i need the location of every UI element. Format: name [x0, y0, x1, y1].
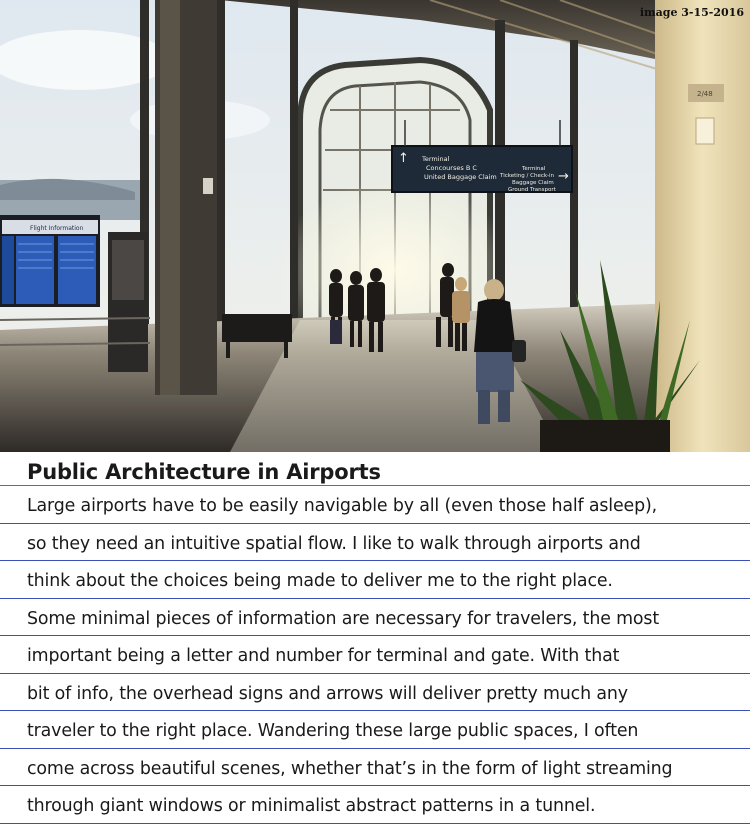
svg-text:↑: ↑	[398, 151, 409, 166]
body-line-8: come across beautiful scenes, whether that’s in the form of light streaming	[27, 759, 673, 779]
ruled-line	[0, 560, 750, 561]
sign-right-line-3: Baggage Claim	[512, 180, 554, 186]
sign-right-line-4: Ground Transport	[508, 187, 556, 193]
svg-text:→: →	[558, 169, 569, 184]
sign-right-line-2: Ticketing / Check-in	[500, 173, 555, 179]
sign-left-line-1: Terminal	[422, 155, 450, 163]
body-line-3: think about the choices being made to deliver me to the right place.	[27, 571, 613, 591]
ruled-line	[0, 823, 750, 824]
ruled-line	[0, 635, 750, 636]
body-line-7: traveler to the right place. Wandering these large public spaces, I often	[27, 721, 639, 741]
ruled-line	[0, 523, 750, 524]
body-line-1: Large airports have to be easily navigable by all (even those half asleep),	[27, 496, 657, 516]
ruled-line	[0, 598, 750, 599]
body-line-5: important being a letter and number for terminal and gate. With that	[27, 646, 620, 666]
flight-board-title: Flight Information	[30, 225, 84, 232]
ruled-line	[0, 673, 750, 674]
sign-left-line-2: Concourses B C	[426, 164, 477, 172]
red-margin-rule	[0, 485, 750, 486]
image-date-stamp: image 3-15-2016	[639, 6, 744, 19]
ruled-line	[0, 710, 750, 711]
ruled-line	[0, 748, 750, 749]
sign-right-line-1: Terminal	[522, 166, 546, 172]
page-title: Public Architecture in Airports	[27, 460, 381, 484]
body-line-4: Some minimal pieces of information are necessary for travelers, the most	[27, 609, 659, 629]
body-line-6: bit of info, the overhead signs and arrows will deliver pretty much any	[27, 684, 628, 704]
journal-page	[0, 452, 750, 826]
ruled-line	[0, 785, 750, 786]
body-line-9: through giant windows or minimalist abstract patterns in a tunnel.	[27, 796, 596, 816]
sign-left-line-3: United Baggage Claim	[424, 173, 497, 181]
body-line-2: so they need an intuitive spatial flow. I like to walk through airports and	[27, 534, 641, 554]
wall-plate-number: 2/48	[697, 90, 713, 98]
